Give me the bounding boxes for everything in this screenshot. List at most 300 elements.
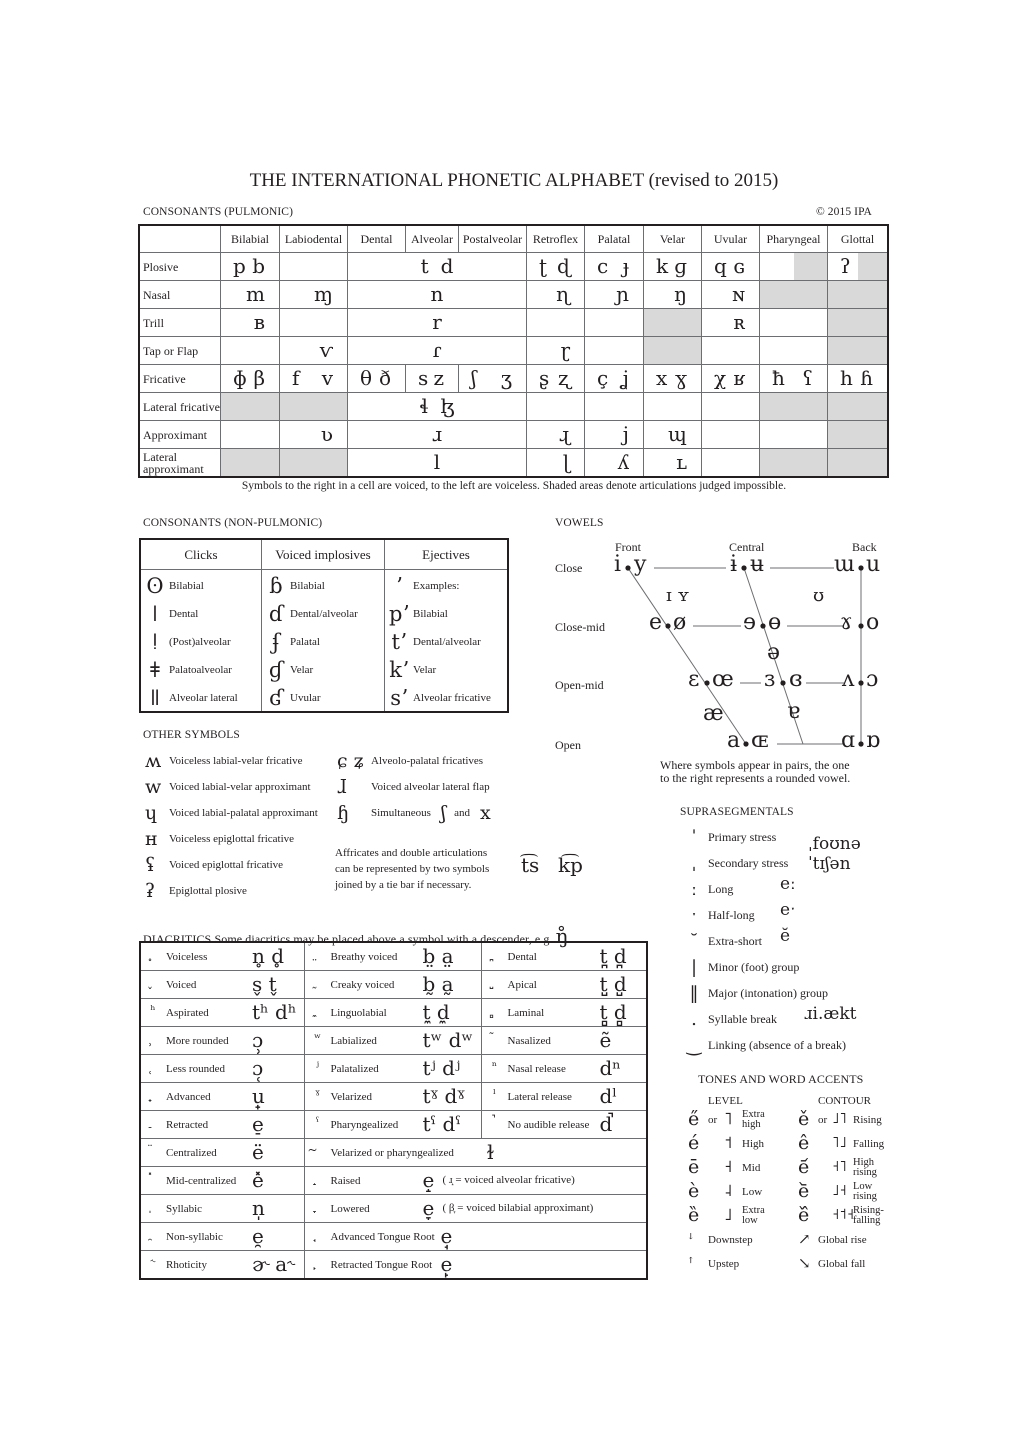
diacritic-example: ɔ̹ xyxy=(252,1028,264,1052)
voiced-symbol: ɮ xyxy=(440,394,455,418)
diacritic-label: Mid-centralized xyxy=(166,1175,237,1187)
contour-tone-letter: ˩˧ xyxy=(832,1181,847,1199)
diacritic-label: Pharyngealized xyxy=(330,1119,399,1131)
diacritic-mark xyxy=(311,1003,325,1017)
level-tone-letter: ˧ xyxy=(724,1157,733,1177)
vowel-symbol: ɪ ʏ xyxy=(666,585,690,606)
voiced-symbol: l xyxy=(433,450,441,474)
contour-tone-diacritic: e᷄ xyxy=(798,1156,810,1178)
diacritic-mark xyxy=(146,975,160,989)
voiceless-symbol: p xyxy=(233,254,246,278)
symbol-label: Velar xyxy=(290,664,314,676)
contour-tone-diacritic: ě xyxy=(798,1108,810,1130)
affricate-note-line: joined by a tie bar if necessary. xyxy=(335,879,472,891)
diacritic-mark xyxy=(311,1227,325,1241)
contour-tone-diacritic: e᷅ xyxy=(798,1180,810,1202)
voiced-symbol: n xyxy=(430,282,444,306)
symbol: ˑ xyxy=(690,904,698,926)
symbol-label: Examples: xyxy=(413,580,460,592)
col-header: Dental xyxy=(348,226,406,253)
diacritic-label: Velarized or pharyngealized xyxy=(330,1147,454,1159)
vowel-symbol: u xyxy=(866,552,881,577)
row-label: Plosive xyxy=(140,253,221,281)
symbol: ǀ xyxy=(151,602,159,626)
row-label: Lateral approximant xyxy=(140,449,221,477)
diacritic-mark xyxy=(488,1115,502,1129)
example: ˌfoʊnəˈtɪʃən xyxy=(808,834,861,874)
symbol: ˘ xyxy=(689,930,699,952)
symbol-label: Voiced labial-palatal approximant xyxy=(169,807,318,819)
diacritic-mark xyxy=(311,947,325,961)
diacritic-mark xyxy=(311,1199,325,1213)
symbol: ɥ xyxy=(145,802,158,824)
vowel-symbol: ʊ xyxy=(813,585,825,606)
diacritic-example: t̺ d̺ xyxy=(599,972,627,996)
level-tone-letter: ˨ xyxy=(724,1181,733,1201)
diacritic-mark: ʷ xyxy=(313,1031,322,1045)
row-label: Nasal xyxy=(140,281,221,309)
vowel-row-close: Close xyxy=(555,561,583,575)
or-text: or xyxy=(708,1114,718,1126)
suprasegmental-item xyxy=(680,902,900,928)
diacritic-mark xyxy=(146,947,160,961)
contour-tone-diacritic: e᷈ xyxy=(798,1204,810,1226)
diacritic-cell xyxy=(304,999,481,1027)
and-text: and xyxy=(454,807,470,819)
diacritic-label: Non-syllabic xyxy=(166,1231,223,1243)
other-symbols-left xyxy=(145,748,318,904)
diacritic-example: n̩ xyxy=(252,1196,265,1220)
diacritic-cell xyxy=(304,1055,481,1083)
diacritic-label: Syllabic xyxy=(166,1203,203,1215)
voiced-symbol: ɖ xyxy=(557,254,570,278)
other-symbol-item xyxy=(337,774,491,800)
symbol-label: Simultaneous xyxy=(371,807,431,819)
voiceless-symbol: k xyxy=(656,254,669,278)
vowel-symbol: ɯ xyxy=(834,552,855,577)
symbol-label: Dental/alveolar xyxy=(290,608,358,620)
diacritic-mark xyxy=(146,1059,160,1073)
symbol: . xyxy=(691,1008,697,1030)
level-tone-diacritic: ē xyxy=(688,1156,700,1178)
voiced-symbol: ð xyxy=(378,366,391,390)
page-title: THE INTERNATIONAL PHONETIC ALPHABET (revised to 2015) xyxy=(249,170,779,191)
copyright: © 2015 IPA xyxy=(816,206,872,218)
diacritic-cell xyxy=(140,1251,304,1279)
diacritic-example: n̥ d̥ xyxy=(252,944,285,968)
vowel-dot xyxy=(665,623,670,628)
row-label: Tap or Flap xyxy=(140,337,221,365)
symbol: ʜ xyxy=(145,828,158,850)
voiceless-symbol: q xyxy=(714,254,727,278)
voiced-symbol: ɰ xyxy=(668,422,687,446)
affricate-note-line: can be represented by two symbols xyxy=(335,863,490,875)
diacritic-label: Raised xyxy=(330,1175,361,1187)
voiced-symbol: ɡ xyxy=(674,254,687,278)
example: ĕ xyxy=(780,926,791,946)
diacritic-example: tˠ dˠ xyxy=(422,1084,465,1108)
diacritic-cell xyxy=(481,1027,647,1055)
diacritic-row xyxy=(140,1055,647,1083)
vowel-symbol: ɔ xyxy=(866,667,879,692)
diacritic-mark xyxy=(311,1143,325,1157)
voiced-symbol: ɟ xyxy=(622,254,629,278)
diacritic-example: b̤ a̤ xyxy=(422,944,454,968)
level-tone-diacritic: è xyxy=(688,1180,700,1202)
voiced-symbol: ɹ xyxy=(431,422,443,446)
global-rise-label: Global rise xyxy=(818,1234,867,1246)
col-header: Palatal xyxy=(585,226,644,253)
vowel-row-openmid: Open-mid xyxy=(555,678,604,692)
vowel-dot xyxy=(858,565,863,570)
symbol: pʼ xyxy=(388,602,410,626)
vowel-symbol: ɤ xyxy=(840,610,853,635)
downstep-label: Downstep xyxy=(708,1234,753,1246)
col-header: Glottal xyxy=(828,226,888,253)
diacritic-mark: ˞ xyxy=(150,1255,156,1269)
symbol: ɺ xyxy=(337,776,347,798)
col-header: Alveolar xyxy=(406,226,459,253)
diacritic-mark xyxy=(146,1087,160,1101)
pulmonic-heading: CONSONANTS (PULMONIC) xyxy=(143,206,294,218)
symbol: w xyxy=(145,776,162,798)
diacritic-label: Less rounded xyxy=(166,1063,225,1075)
vowel-dot xyxy=(858,623,863,628)
symbol: ˌ xyxy=(691,852,697,874)
symbol-label: Dental/alveolar xyxy=(413,636,481,648)
diacritic-row xyxy=(140,1195,647,1223)
diacritic-label: Lowered xyxy=(330,1203,370,1215)
diacritic-cell xyxy=(304,971,481,999)
diacritic-label: Retracted Tongue Root xyxy=(330,1259,433,1271)
vowel-symbol: o xyxy=(866,610,880,635)
symbol: | xyxy=(690,956,698,978)
diacritic-note: ( β̞ = voiced bilabial approximant) xyxy=(442,1202,594,1214)
voiced-symbol: ʋ xyxy=(320,422,333,446)
other-symbol-item xyxy=(337,748,491,774)
diacritic-row xyxy=(140,1167,647,1195)
level-tone-diacritic: é xyxy=(688,1132,700,1154)
diacritic-example: ɔ̜ xyxy=(252,1056,264,1080)
voiced-symbol: ʝ xyxy=(621,366,629,390)
level-tone-label: Extra low xyxy=(742,1205,765,1226)
diacritic-example: s̬ t̬ xyxy=(252,972,277,996)
vowel-note xyxy=(660,759,850,785)
vowel-col-back: Back xyxy=(852,540,877,554)
diacritic-cell xyxy=(140,1223,304,1251)
diacritic-label: Centralized xyxy=(166,1147,217,1159)
diacritic-row xyxy=(140,1083,647,1111)
diacritic-row xyxy=(140,1223,647,1251)
diacritic-example: e̙ xyxy=(440,1252,453,1276)
diacritic-example: tʰ dʰ xyxy=(252,1000,297,1024)
diacritic-row xyxy=(140,971,647,999)
diacritic-mark xyxy=(311,1171,325,1185)
diacritic-label: Advanced xyxy=(166,1091,211,1103)
voiced-symbol: ʀ xyxy=(733,310,745,334)
vowel-symbol: ɜ xyxy=(764,667,776,692)
diacritic-cell xyxy=(304,1195,647,1223)
voiced-symbol: ɭ xyxy=(562,450,570,474)
level-tone-diacritic: e̋ xyxy=(688,1108,700,1130)
level-heading: LEVEL xyxy=(708,1095,743,1107)
symbol: ɧ xyxy=(337,802,350,824)
symbol-label: Major (intonation) group xyxy=(708,985,828,1000)
diacritic-row xyxy=(140,1027,647,1055)
vowel-note-line: Where symbols appear in pairs, the one xyxy=(660,758,850,772)
diacritic-cell xyxy=(140,1083,304,1111)
vowel-symbol: ɐ xyxy=(787,699,801,724)
diacritic-cell xyxy=(140,1195,304,1223)
diacritic-cell xyxy=(481,1111,647,1139)
diacritic-example: ë xyxy=(252,1140,264,1164)
vowel-symbol: æ xyxy=(703,701,724,726)
voiceless-symbol: ʃ xyxy=(471,366,477,390)
symbol-label: Uvular xyxy=(290,692,321,704)
symbol: kʼ xyxy=(389,658,409,682)
voiced-symbol: ʙ xyxy=(253,310,265,334)
diacritic-mark xyxy=(146,1227,160,1241)
symbol: ‖ xyxy=(689,982,699,1004)
diacritic-cell xyxy=(304,943,481,971)
diacritic-label: Retracted xyxy=(166,1119,209,1131)
voiced-symbol: ɲ xyxy=(616,282,629,306)
level-tone-label: Extra high xyxy=(742,1109,765,1130)
col-header: Postalveolar xyxy=(459,226,527,253)
diacritic-label: No audible release xyxy=(507,1119,590,1131)
diacritic-cell xyxy=(304,1223,647,1251)
symbol: ɓ xyxy=(269,574,283,598)
voiced-symbol: ʒ xyxy=(500,366,512,390)
diacritic-mark xyxy=(146,1199,160,1213)
row-label: Fricative xyxy=(140,365,221,393)
vowel-dot xyxy=(780,680,785,685)
symbol: ɗ xyxy=(268,602,284,626)
diacritic-example: ɚ a˞ xyxy=(252,1252,296,1276)
diacritic-cell xyxy=(304,1251,647,1279)
vowel-symbol: ʌ xyxy=(842,667,855,692)
example: eː xyxy=(780,874,796,894)
diacritic-cell xyxy=(304,1027,481,1055)
diacritic-cell xyxy=(481,971,647,999)
vowel-symbol: ɑ xyxy=(841,728,856,753)
diacritic-example: tʷ dʷ xyxy=(422,1028,474,1052)
symbol-label: Extra-short xyxy=(708,933,762,948)
suprasegmental-item xyxy=(680,928,900,954)
row-label: Approximant xyxy=(140,421,221,449)
symbol: ʛ xyxy=(269,686,283,710)
diacritic-label: Labialized xyxy=(330,1035,377,1047)
vowel-dot xyxy=(625,565,630,570)
voiced-symbol: r xyxy=(432,310,442,334)
symbol: ʍ xyxy=(145,750,162,772)
diacritic-note: ( ɹ̝ = voiced alveolar fricative) xyxy=(442,1174,575,1186)
diacritic-label: Creaky voiced xyxy=(330,979,395,991)
diacritic-example: e̞ xyxy=(422,1196,435,1220)
symbol-label: (Post)alveolar xyxy=(169,636,231,648)
symbol: x xyxy=(479,802,491,824)
diacritic-example: t̪ d̪ xyxy=(599,944,627,968)
diacritic-example: u̟ xyxy=(252,1084,265,1108)
diacritic-cell xyxy=(304,1139,647,1167)
diacritic-cell xyxy=(304,1111,481,1139)
symbol-label: Bilabial xyxy=(290,580,325,592)
voiceless-symbol: ʂ xyxy=(539,366,550,390)
symbol-label: Velar xyxy=(413,664,437,676)
voiceless-symbol: ɸ xyxy=(233,366,247,390)
nonpulmonic-heading: CONSONANTS (NON-PULMONIC) xyxy=(143,517,323,529)
voiceless-symbol: t xyxy=(420,254,429,278)
diacritic-cell xyxy=(481,943,647,971)
voiced-symbol: ɾ xyxy=(432,338,442,362)
level-tone-letter: ˩ xyxy=(724,1205,733,1225)
diacritic-mark xyxy=(488,975,502,989)
diacritic-mark xyxy=(488,1003,502,1017)
symbol: ǃ xyxy=(151,630,159,654)
diacritic-row xyxy=(140,943,647,971)
other-symbol-item xyxy=(145,800,318,826)
voiced-symbol: ʎ xyxy=(617,450,629,474)
col-header-implosives: Voiced implosives xyxy=(262,540,385,570)
diacritic-example: e̘ xyxy=(440,1224,453,1248)
contour-tone-letter: ˥˩ xyxy=(832,1133,847,1151)
vowel-symbol: œ xyxy=(712,667,734,692)
diacritic-example: tʲ dʲ xyxy=(422,1056,461,1080)
diacritic-label: Breathy voiced xyxy=(330,951,398,963)
diacritic-mark xyxy=(146,1031,160,1045)
diacritics-subheading: Some diacritics may be placed above a symbol with a descender, e.g. xyxy=(214,932,553,946)
voiced-symbol: ŋ xyxy=(674,282,687,306)
vowel-symbol: ɨ xyxy=(730,552,738,577)
voiced-symbol: β xyxy=(253,366,265,390)
diacritic-cell xyxy=(304,1167,647,1195)
diacritic-example: e̝ xyxy=(422,1168,435,1192)
voiced-symbol: ɱ xyxy=(314,282,333,306)
voiced-symbol: b xyxy=(252,254,265,278)
vowel-symbol: ʉ xyxy=(750,552,765,577)
diacritic-row xyxy=(140,1139,647,1167)
diacritic-example: t̻ d̻ xyxy=(599,1000,627,1024)
diacritic-row xyxy=(140,1111,647,1139)
suprasegmental-item xyxy=(680,876,900,902)
affricate-example: t͡s xyxy=(521,853,540,877)
voiced-symbol: ʟ xyxy=(676,450,687,474)
diacritic-label: Laminal xyxy=(507,1007,545,1019)
diacritic-cell xyxy=(140,1167,304,1195)
voiceless-symbol: χ xyxy=(714,366,727,390)
vowel-dot xyxy=(760,623,765,628)
diacritic-label: Voiceless xyxy=(166,951,208,963)
col-header-ejectives: Ejectives xyxy=(385,540,508,570)
symbol: ʼ xyxy=(395,574,403,598)
contour-tone-label: Low rising xyxy=(853,1181,877,1202)
contour-tone-letter: ˧˥ xyxy=(832,1157,847,1175)
diacritic-label: Aspirated xyxy=(166,1007,209,1019)
vowel-dot xyxy=(858,741,863,746)
other-symbol-item xyxy=(145,878,318,904)
symbol-label: Voiced alveolar lateral flap xyxy=(371,781,490,793)
diacritic-label: Linguolabial xyxy=(330,1007,387,1019)
symbol: ‿ xyxy=(686,1034,702,1056)
diacritic-label: More rounded xyxy=(166,1035,229,1047)
symbol-label: Primary stress xyxy=(708,829,777,844)
diacritic-cell xyxy=(140,999,304,1027)
symbol-label: Syllable break xyxy=(708,1011,777,1026)
diacritic-label: Lateral release xyxy=(507,1091,572,1103)
contour-tone-label: High rising xyxy=(853,1157,877,1178)
col-header: Uvular xyxy=(702,226,760,253)
suprasegmental-item xyxy=(680,980,900,1006)
symbol-label: Minor (foot) group xyxy=(708,959,800,974)
diacritic-mark xyxy=(488,1031,502,1045)
voiced-symbol: ʁ xyxy=(733,366,745,390)
contour-tone-diacritic: ê xyxy=(798,1132,810,1154)
voiceless-symbol: ʈ xyxy=(539,254,548,278)
diacritic-row xyxy=(140,999,647,1027)
voiceless-symbol: ħ xyxy=(772,366,785,390)
symbol-label: Palatoalveolar xyxy=(169,664,232,676)
symbol: ˈ xyxy=(691,826,697,848)
symbol-label: Palatal xyxy=(290,636,320,648)
row-label: Trill xyxy=(140,309,221,337)
vowel-col-central: Central xyxy=(729,540,765,554)
diacritics-heading: DIACRITICS xyxy=(143,932,212,946)
other-symbol-item xyxy=(337,800,491,826)
vowel-symbol: ɒ xyxy=(866,728,881,753)
vowel-symbol: ɶ xyxy=(751,728,769,753)
diacritic-example: dˡ xyxy=(599,1084,618,1108)
voiced-symbol: ɦ xyxy=(860,366,873,390)
other-symbol-item xyxy=(145,774,318,800)
voiced-symbol: ʐ xyxy=(558,366,570,390)
diacritic-mark xyxy=(311,1255,325,1269)
col-header: Velar xyxy=(644,226,702,253)
diacritic-cell xyxy=(140,1139,304,1167)
diacritic-mark xyxy=(146,1143,160,1157)
voiced-symbol: ɣ xyxy=(675,366,687,390)
diacritic-example: e̯ xyxy=(252,1224,264,1248)
symbol-label: Long xyxy=(708,881,734,896)
diacritic-label: Dental xyxy=(507,951,537,963)
pulmonic-note: Symbols to the right in a cell are voiced, to the left are voiceless. Shaded areas denote articulations judged impossible. xyxy=(241,480,787,492)
diacritic-label: Apical xyxy=(507,979,537,991)
symbol-label: Alveolar fricative xyxy=(413,692,491,704)
symbol: ː xyxy=(690,878,698,900)
global-fall-icon: ↘ xyxy=(798,1254,811,1272)
vowel-row-closemid: Close-mid xyxy=(555,620,605,634)
contour-tone-letter: ˩˥ xyxy=(832,1109,847,1127)
symbol-label: Bilabial xyxy=(413,608,448,620)
diacritic-label: Nasalized xyxy=(507,1035,551,1047)
vowel-row-open: Open xyxy=(555,738,581,752)
example: ɹi.ækt xyxy=(804,1004,857,1024)
contour-heading: CONTOUR xyxy=(818,1095,871,1107)
symbol-label: Secondary stress xyxy=(708,855,789,870)
diacritic-cell xyxy=(481,999,647,1027)
symbol: ǂ xyxy=(150,658,160,682)
other-symbols-right xyxy=(337,748,491,826)
downstep-icon: ꜜ xyxy=(688,1230,694,1248)
diacritic-cell xyxy=(140,1027,304,1055)
symbol: ʢ xyxy=(145,854,156,876)
vowel-dot xyxy=(741,565,746,570)
diacritic-label: Velarized xyxy=(330,1091,373,1103)
diacritic-example: t̼ d̼ xyxy=(422,1000,450,1024)
vowel-symbol: ɛ xyxy=(688,667,700,692)
level-tone-label: High xyxy=(742,1138,764,1150)
diacritic-label: Advanced Tongue Root xyxy=(330,1231,435,1243)
symbol-label: Dental xyxy=(169,608,199,620)
